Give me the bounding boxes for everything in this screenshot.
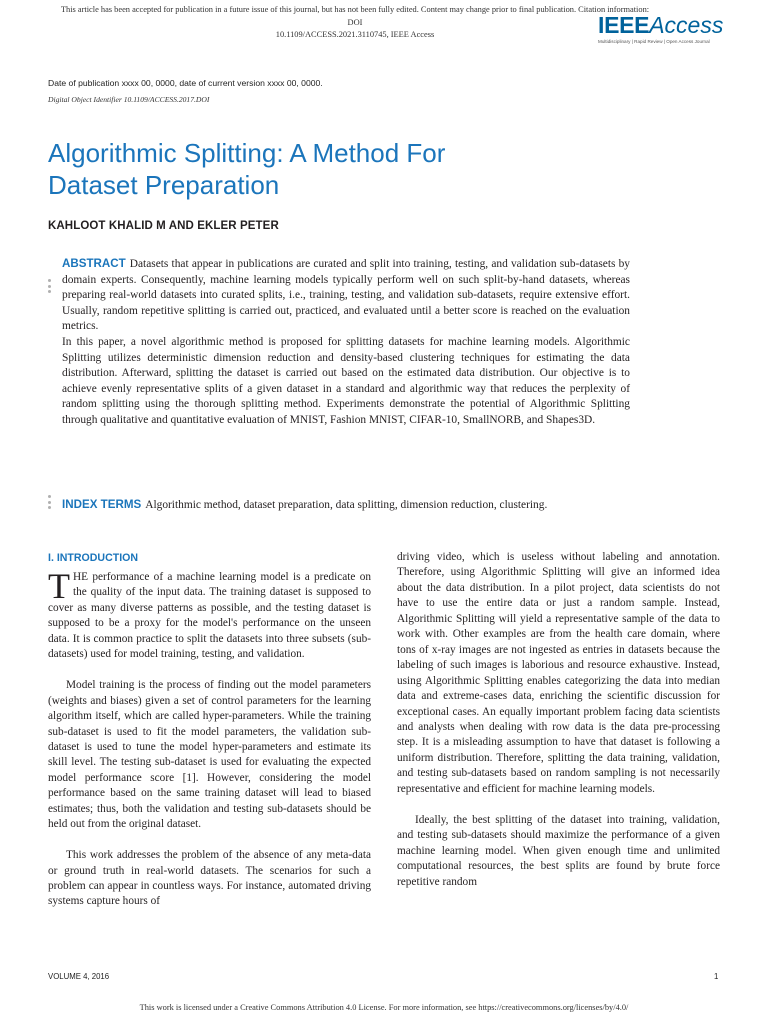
left-column [48, 551, 371, 910]
section-heading-introduction: I. INTRODUCTION [48, 552, 139, 564]
doi-line: Digital Object Identifier 10.1109/ACCESS.2017.DOI [48, 95, 210, 104]
accepted-notice-line1: This article has been accepted for publication in a future issue of this journal, but has not been fully edited. Content may change prior to final publication. Citation information: DOI [60, 5, 650, 27]
right-paragraph-2: Ideally, the best splitting of the dataset into training, validation, and testing sub-datasets should maximize the performance of a given machine learning model. When given enough time and unlimited computational resources, the best splits are found by brute force repetitive random [397, 813, 720, 888]
title-line-1: Algorithmic Splitting: A Method For [48, 138, 446, 168]
title-line-2: Dataset Preparation [48, 170, 280, 200]
ieee-access-logo [598, 12, 724, 52]
intro-paragraph-1 [48, 566, 371, 663]
publication-date: Date of publication xxxx 00, 0000, date of current version xxxx 00, 0000. [48, 78, 323, 88]
abstract-label: ABSTRACT [62, 257, 126, 270]
right-column [397, 550, 720, 890]
logo-tagline: Multidisciplinary | Rapid Review | Open Access Journal [598, 39, 710, 44]
logo-ieee: IEEE [598, 12, 650, 38]
index-terms-label: INDEX TERMS [62, 498, 142, 511]
right-paragraph-1: driving video, which is useless without labeling and annotation. Therefore, using Algorithmic Splitting will give an informed idea about the data distribution. In a pilot project, data scientists do not have to use the entire data or just a random sample. Instead, Algorithmic Splitting will yield a representative sample of the data to work with. Other examples are from the health care domain, where tons of x-ray images are not ingested as entries in datasets because the labeling of such images is laborious and resource exhaustive. Instead, using Algorithmic Splitting enables categorizing the data into median data and extreme-cases data, enriching the scientific discussion for exceptional cases. An equally important problem facing data scientists and analysts when dealing with row data is the data pre-processing step. It is a misleading assumption to have that dataset is following a uniform distribution. Therefore, splitting the data training, validation, and testing sub-datasets based on random sampling is not necessarily representative and efficient for machine learning models. [397, 551, 720, 795]
accepted-notice [60, 4, 650, 42]
logo-wordmark [598, 12, 724, 38]
paper-title [48, 137, 688, 201]
page-number: 1 [714, 972, 719, 981]
abstract-dots-icon [48, 279, 51, 293]
volume-footer: VOLUME 4, 2016 [48, 972, 110, 981]
index-terms-dots-icon [48, 495, 51, 509]
intro-paragraph-2: Model training is the process of finding out the model parameters (weights and biases) given a set of control parameters for the learning algorithm itself, which are called hyper-parameters. While the training sub-dataset is used to fit the model parameters, the validation sub-dataset is used to tune the model hyper-parameters and estimate its skill level. The testing sub-dataset is used for evaluating the expected model performance score [1]. However, considering the model performance based on the same training dataset will lead to biased estimates; thus, both the validation and testing sub-datasets should be held out from the original dataset. [48, 679, 371, 831]
index-terms-text: Algorithmic method, dataset preparation, data splitting, dimension reduction, clustering. [145, 499, 548, 511]
abstract-text-1: Datasets that appear in publications are curated and split into training, testing, and validation sub-datasets by domain experts. Consequently, machine learning models typically perform well on such split-by-hand datasets, whereas preparing real-world datasets into curated splits, i.e., training, testing, and validation sub-datasets, require extensive effort. Usually, random repetitive splitting is carried out, practiced, and evaluated until a better score is reached on the evaluation metrics. [62, 258, 630, 333]
abstract-para-1 [62, 256, 630, 335]
drop-cap: T [48, 566, 70, 606]
accepted-notice-line2: 10.1109/ACCESS.2021.3110745, IEEE Access [275, 30, 435, 39]
abstract-para-2: In this paper, a novel algorithmic method is proposed for splitting datasets for machine learning models. Algorithmic Splitting utilizes deterministic dimension reduction and density-based clustering techniques for estimating the data distribution. Afterward, splitting the dataset is carried out based on the estimated data distribution. Our objective is to achieve evenly representative splits of a given dataset in a standard and algorithmic way that reduces the perplexity of random splitting using the thorough splitting method. Experiments demonstrate the potential of Algorithmic Splitting through qualitative and quantitative evaluation of MNIST, Fashion MNIST, CIFAR-10, SmallNORB, and Shapes3D. [62, 335, 630, 426]
logo-access: Access [649, 12, 724, 38]
author-list: KAHLOOT KHALID M AND EKLER PETER [48, 220, 279, 232]
abstract-block [62, 256, 630, 429]
intro-paragraph-1-text: HE performance of a machine learning model is a predicate on the quality of the input data. The training dataset is supposed to cover as many diverse patterns as possible, and the testing dataset is supposed to be a proxy for the model's performance on the unseen data. It is common practice to split the datasets into three subsets (sub-datasets) used for model training, testing, and validation. [48, 571, 371, 661]
license-notice: This work is licensed under a Creative Commons Attribution 4.0 License. For more information, see https://creativecommons.org/licenses/by/4.0/ [139, 1003, 629, 1012]
intro-paragraph-3: This work addresses the problem of the absence of any meta-data or ground truth in real-world datasets. The scenarios for such a problem can appear in countless ways. For instance, automated driving systems capture hours of [48, 849, 371, 908]
index-terms [62, 497, 662, 513]
